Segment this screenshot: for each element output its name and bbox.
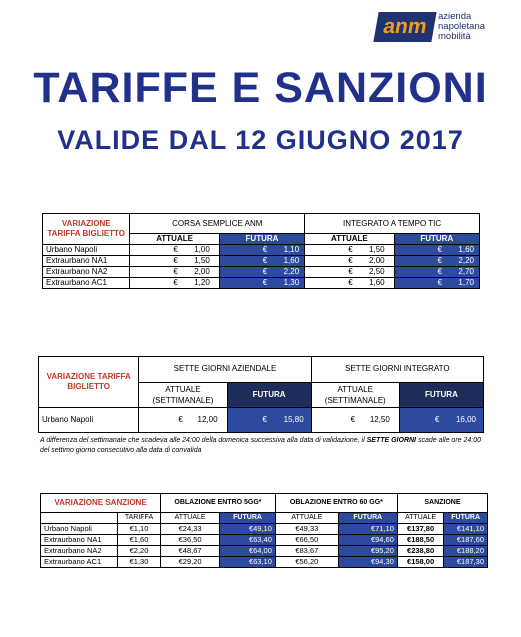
logo-line-2: napoletana — [438, 21, 486, 32]
cell: €63,10 — [220, 557, 276, 568]
cell: €94,30 — [338, 557, 397, 568]
row-label: Urbano Napoli — [41, 524, 118, 535]
cell: €158,00 — [397, 557, 443, 568]
table1-futura-1: FUTURA — [219, 234, 304, 245]
cell: €56,20 — [275, 557, 338, 568]
cell: € 1,50 — [305, 245, 394, 256]
table3-group1: OBLAZIONE ENTRO 5GG* — [161, 494, 276, 513]
table1-group1: CORSA SEMPLICE ANM — [130, 214, 305, 234]
cell: € 1,60 — [305, 278, 394, 289]
cell: €1,30 — [118, 557, 161, 568]
table2-group1: SETTE GIORNI AZIENDALE — [139, 357, 311, 383]
cell: €29,20 — [161, 557, 220, 568]
table-row — [43, 245, 480, 256]
table-row — [41, 557, 488, 568]
cell: €188,20 — [444, 546, 488, 557]
table3-group2: OBLAZIONE ENTRO 60 GG* — [275, 494, 397, 513]
cell: €49,10 — [220, 524, 276, 535]
row-label: Extraurbano NA1 — [41, 535, 118, 546]
cell: € 1,60 — [394, 245, 479, 256]
cell: €2,20 — [118, 546, 161, 557]
table-row — [41, 546, 488, 557]
page-subtitle: VALIDE DAL 12 GIUGNO 2017 — [57, 125, 464, 155]
cell: € 1,20 — [130, 278, 219, 289]
row-label: Urbano Napoli — [43, 245, 130, 256]
table-row — [43, 267, 480, 278]
cell: € 1,60 — [219, 256, 304, 267]
cell: € 1,70 — [394, 278, 479, 289]
table3-futura-1: FUTURA — [220, 513, 276, 524]
table3-corner: VARIAZIONE SANZIONE — [41, 494, 161, 513]
table2-attuale-1: ATTUALE (SETTIMANALE) — [139, 382, 227, 408]
cell: € 15,80 — [227, 408, 311, 433]
fare-table-single — [42, 213, 480, 289]
table1-attuale-2: ATTUALE — [305, 234, 394, 245]
cell: €66,50 — [275, 535, 338, 546]
sanction-table — [40, 493, 488, 568]
cell: €64,00 — [220, 546, 276, 557]
cell: €1,10 — [118, 524, 161, 535]
table2-group2: SETTE GIORNI INTEGRATO — [311, 357, 483, 383]
cell: €1,60 — [118, 535, 161, 546]
cell: €187,30 — [444, 557, 488, 568]
cell: € 2,70 — [394, 267, 479, 278]
cell: €63,40 — [220, 535, 276, 546]
table-row — [39, 408, 484, 433]
cell: €137,80 — [397, 524, 443, 535]
cell: € 1,10 — [219, 245, 304, 256]
table1-attuale-1: ATTUALE — [130, 234, 219, 245]
cell: €24,33 — [161, 524, 220, 535]
cell: € 1,00 — [130, 245, 219, 256]
cell: € 12,50 — [311, 408, 399, 433]
cell: € 2,00 — [130, 267, 219, 278]
cell: €141,10 — [444, 524, 488, 535]
table-row — [41, 535, 488, 546]
cell: € 1,50 — [130, 256, 219, 267]
anm-logo — [376, 12, 512, 42]
row-label: Extraurbano NA2 — [41, 546, 118, 557]
table2-futura-1: FUTURA — [227, 382, 311, 408]
row-label: Extraurbano AC1 — [41, 557, 118, 568]
cell: € 2,20 — [219, 267, 304, 278]
cell: € 2,00 — [305, 256, 394, 267]
cell: €187,60 — [444, 535, 488, 546]
table3-futura-2: FUTURA — [338, 513, 397, 524]
row-label: Extraurbano NA1 — [43, 256, 130, 267]
cell: €36,50 — [161, 535, 220, 546]
fare-table-weekly — [38, 356, 484, 433]
cell: € 1,30 — [219, 278, 304, 289]
table2-corner: VARIAZIONE TARIFFA BIGLIETTO — [39, 357, 139, 408]
table3-attuale-2: ATTUALE — [275, 513, 338, 524]
logo-text — [438, 12, 485, 42]
table3-attuale-1: ATTUALE — [161, 513, 220, 524]
cell: €95,20 — [338, 546, 397, 557]
cell: €188,50 — [397, 535, 443, 546]
table2-futura-2: FUTURA — [399, 382, 483, 408]
logo-line-3: mobilità — [438, 31, 471, 42]
logo-line-1: azienda — [438, 11, 472, 22]
row-label: Extraurbano NA2 — [43, 267, 130, 278]
cell: €238,80 — [397, 546, 443, 557]
table3-tariffa: TARIFFA — [118, 513, 161, 524]
table2-attuale-2: ATTUALE (SETTIMANALE) — [311, 382, 399, 408]
table-row — [43, 278, 480, 289]
row-label: Urbano Napoli — [39, 408, 139, 433]
cell: € 2,50 — [305, 267, 394, 278]
table1-futura-2: FUTURA — [394, 234, 479, 245]
table1-group2: INTEGRATO A TEMPO TIC — [305, 214, 480, 234]
cell: €83,67 — [275, 546, 338, 557]
weekly-note: A differenza del settimanale che scadeva alle 24:00 della domenica successiva alla data di validazione, il SETTE GIORNI scade alle ore 24:00 del settimo giorno consecutivo alla data di convalida — [40, 437, 482, 454]
cell: €71,10 — [338, 524, 397, 535]
table-row — [41, 524, 488, 535]
table3-futura-3: FUTURA — [444, 513, 488, 524]
cell: €94,60 — [338, 535, 397, 546]
cell: € 12,00 — [139, 408, 227, 433]
table3-group3: SANZIONE — [397, 494, 487, 513]
cell: € 2,20 — [394, 256, 479, 267]
cell: €48,67 — [161, 546, 220, 557]
row-label: Extraurbano AC1 — [43, 278, 130, 289]
table3-attuale-3: ATTUALE — [397, 513, 443, 524]
cell: € 16,00 — [399, 408, 483, 433]
table1-corner: VARIAZIONE TARIFFA BIGLIETTO — [43, 214, 130, 245]
cell: €49,33 — [275, 524, 338, 535]
page-title: TARIFFE E SANZIONI — [33, 64, 488, 112]
logo-mark: anm — [373, 12, 436, 42]
table3-empty — [41, 513, 118, 524]
table-row — [43, 256, 480, 267]
